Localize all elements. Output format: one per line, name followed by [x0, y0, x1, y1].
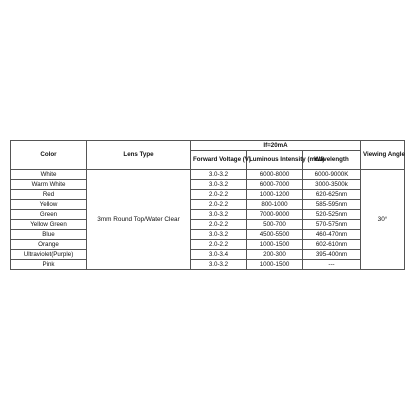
cell-forward-voltage: 3.0-3.2: [191, 180, 247, 190]
cell-wavelength: 6000-9000K: [303, 170, 361, 180]
header-wavelength: Wavelength: [303, 151, 361, 170]
cell-wavelength: 602-610nm: [303, 240, 361, 250]
cell-forward-voltage: 2.0-2.2: [191, 240, 247, 250]
cell-luminous-intensity: 200-300: [247, 250, 303, 260]
cell-luminous-intensity: 6000-7000: [247, 180, 303, 190]
table-row: [11, 210, 405, 220]
header-luminous-intensity: Luminous Intensity (mcd): [247, 151, 303, 170]
header-color: Color: [11, 141, 87, 170]
cell-color: White: [11, 170, 87, 180]
cell-luminous-intensity: 4500-5500: [247, 230, 303, 240]
cell-wavelength: 520-525nm: [303, 210, 361, 220]
cell-forward-voltage: 2.0-2.2: [191, 220, 247, 230]
cell-luminous-intensity: 500-700: [247, 220, 303, 230]
table-row: [11, 180, 405, 190]
led-spec-table: [10, 140, 405, 270]
cell-forward-voltage: 3.0-3.2: [191, 260, 247, 270]
table-row: [11, 230, 405, 240]
table-row: [11, 240, 405, 250]
cell-color: Warm White: [11, 180, 87, 190]
cell-wavelength: 460-470nm: [303, 230, 361, 240]
cell-forward-voltage: 2.0-2.2: [191, 200, 247, 210]
cell-forward-voltage: 3.0-3.2: [191, 210, 247, 220]
table-body: [11, 170, 405, 270]
header-forward-voltage: Forward Voltage (V): [191, 151, 247, 170]
cell-luminous-intensity: 6000-8000: [247, 170, 303, 180]
cell-color: Yellow: [11, 200, 87, 210]
header-if-group: If=20mA: [191, 141, 361, 151]
cell-forward-voltage: 2.0-2.2: [191, 190, 247, 200]
cell-color: Red: [11, 190, 87, 200]
cell-wavelength: 395-400nm: [303, 250, 361, 260]
cell-color: Blue: [11, 230, 87, 240]
cell-color: Orange: [11, 240, 87, 250]
header-lens-type: Lens Type: [87, 141, 191, 170]
cell-viewing-angle: 30°: [361, 170, 405, 270]
table-row: [11, 220, 405, 230]
cell-color: Pink: [11, 260, 87, 270]
cell-luminous-intensity: 7000-9000: [247, 210, 303, 220]
cell-wavelength: 3000-3500k: [303, 180, 361, 190]
cell-color: Ultraviolet(Purple): [11, 250, 87, 260]
cell-wavelength: 570-575nm: [303, 220, 361, 230]
table-row: [11, 260, 405, 270]
cell-wavelength: 620-625nm: [303, 190, 361, 200]
table-row: [11, 170, 405, 180]
cell-wavelength: ---: [303, 260, 361, 270]
cell-wavelength: 585-595nm: [303, 200, 361, 210]
cell-luminous-intensity: 800-1000: [247, 200, 303, 210]
table-row: [11, 200, 405, 210]
cell-luminous-intensity: 1000-1500: [247, 240, 303, 250]
cell-lens-type: 3mm Round Top/Water Clear: [87, 170, 191, 270]
cell-forward-voltage: 3.0-3.2: [191, 230, 247, 240]
cell-color: Yellow Green: [11, 220, 87, 230]
cell-color: Green: [11, 210, 87, 220]
cell-luminous-intensity: 1000-1200: [247, 190, 303, 200]
cell-luminous-intensity: 1000-1500: [247, 260, 303, 270]
cell-forward-voltage: 3.0-3.4: [191, 250, 247, 260]
header-viewing-angle: Viewing Angle: [361, 141, 405, 170]
table-row: [11, 250, 405, 260]
cell-forward-voltage: 3.0-3.2: [191, 170, 247, 180]
table-row: [11, 190, 405, 200]
